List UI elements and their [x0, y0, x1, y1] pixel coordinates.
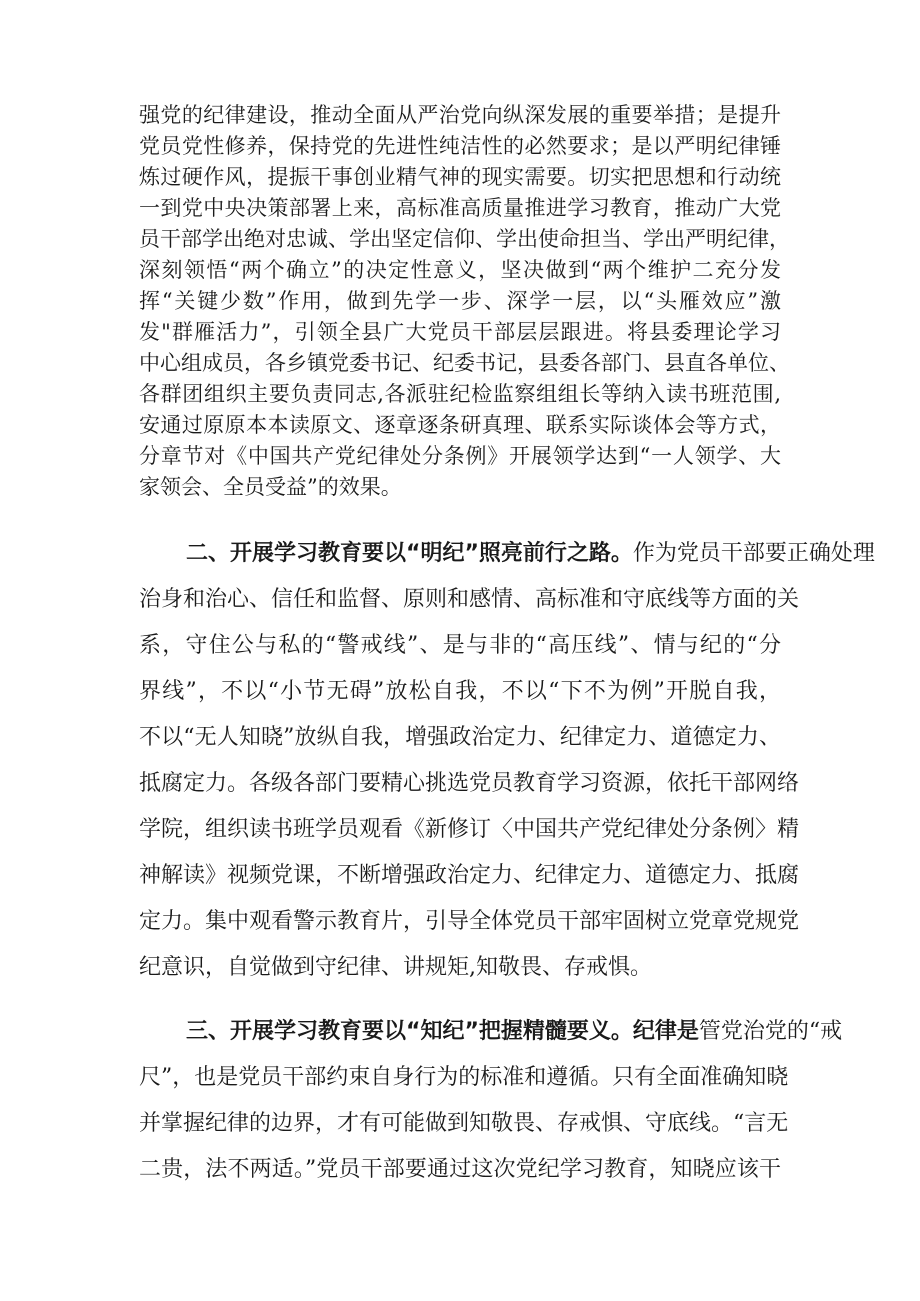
text-line: 神解读》视频党课，不断增强政治定力、纪律定力、道德定力、抵腐 [139, 863, 800, 888]
text-line: 学院，组织读书班学员观看《新修订〈中国共产党纪律处分条例〉精 [139, 817, 800, 842]
text-line: 挥“关键少数”作用，做到先学一步、深学一层，以“头雁效应”激 [139, 289, 781, 313]
text-line: 二贵，法不两适。”党员干部要通过这次党纪学习教育，知晓应该干 [139, 1157, 781, 1182]
text-line: 党员党性修养，保持党的先进性纯洁性的必然要求；是以严明纪律锤 [139, 134, 781, 158]
paragraph-first-line [186, 1016, 843, 1048]
text-line: 并掌握纪律的边界，才有可能做到知敬畏、存戒惧、守底线。“言无 [139, 1111, 789, 1136]
text-line: 尺”，也是党员干部约束自身行为的标准和遵循。只有全面准确知晓 [139, 1065, 789, 1090]
text-line: 发"群雁活力”，引领全县广大党员干部层层跟进。将县委理论学习 [139, 320, 781, 344]
text-line: 抵腐定力。各级各部门要精心挑选党员教育学习资源，依托干部网络 [139, 771, 800, 796]
text-run: 作为党员干部要正确处理 [632, 541, 875, 566]
text-line: 各群团组织主要负责同志,各派驻纪检监察组组长等纳入读书班范围, [139, 382, 781, 406]
text-line: 员干部学出绝对忠诚、学出坚定信仰、学出使命担当、学出严明纪律， [139, 227, 790, 251]
text-line: 家领会、全员受益”的效果。 [139, 475, 402, 499]
section-heading: 三、开展学习教育要以“知纪”把握精髓要义。纪律是 [186, 1019, 699, 1044]
text-line: 一到党中央决策部署上来，高标准高质量推进学习教育，推动广大党 [139, 196, 781, 220]
section-heading: 二、开展学习教育要以“明纪”照亮前行之路。 [186, 541, 633, 566]
text-line: 安通过原原本本读原文、逐章逐条研真理、联系实际谈体会等方式， [139, 413, 781, 437]
text-line: 界线”，不以“小节无碍”放松自我，不以“下不为例”开脱自我， [139, 679, 781, 704]
text-line: 强党的纪律建设，推动全面从严治党向纵深发展的重要举措；是提升 [139, 103, 781, 127]
text-line: 定力。集中观看警示教育片，引导全体党员干部牢固树立党章党规党 [139, 909, 800, 934]
paragraph-first-line [186, 538, 875, 570]
text-line: 炼过硬作风，提振干事创业精气神的现实需要。切实把思想和行动统 [139, 165, 781, 189]
text-line: 不以“无人知晓”放纵自我，增强政治定力、纪律定力、道德定力、 [139, 725, 781, 750]
text-line: 系，守住公与私的“警戒线”、是与非的“高压线”、情与纪的“分 [139, 633, 781, 658]
text-line: 深刻领悟“两个确立”的决定性意义，坚决做到“两个维护二充分发 [139, 258, 781, 282]
text-line: 中心组成员，各乡镇党委书记、纪委书记，县委各部门、县直各单位、 [139, 351, 790, 375]
text-line: 治身和治心、信任和监督、原则和感情、高标准和守底线等方面的关 [139, 587, 800, 612]
text-line: 分章节对《中国共产党纪律处分条例》开展领学达到“一人领学、大 [139, 444, 781, 468]
text-run: 管党治党的“戒 [698, 1019, 843, 1044]
text-line: 纪意识，自觉做到守纪律、讲规矩,知敬畏、存戒惧。 [139, 955, 652, 980]
